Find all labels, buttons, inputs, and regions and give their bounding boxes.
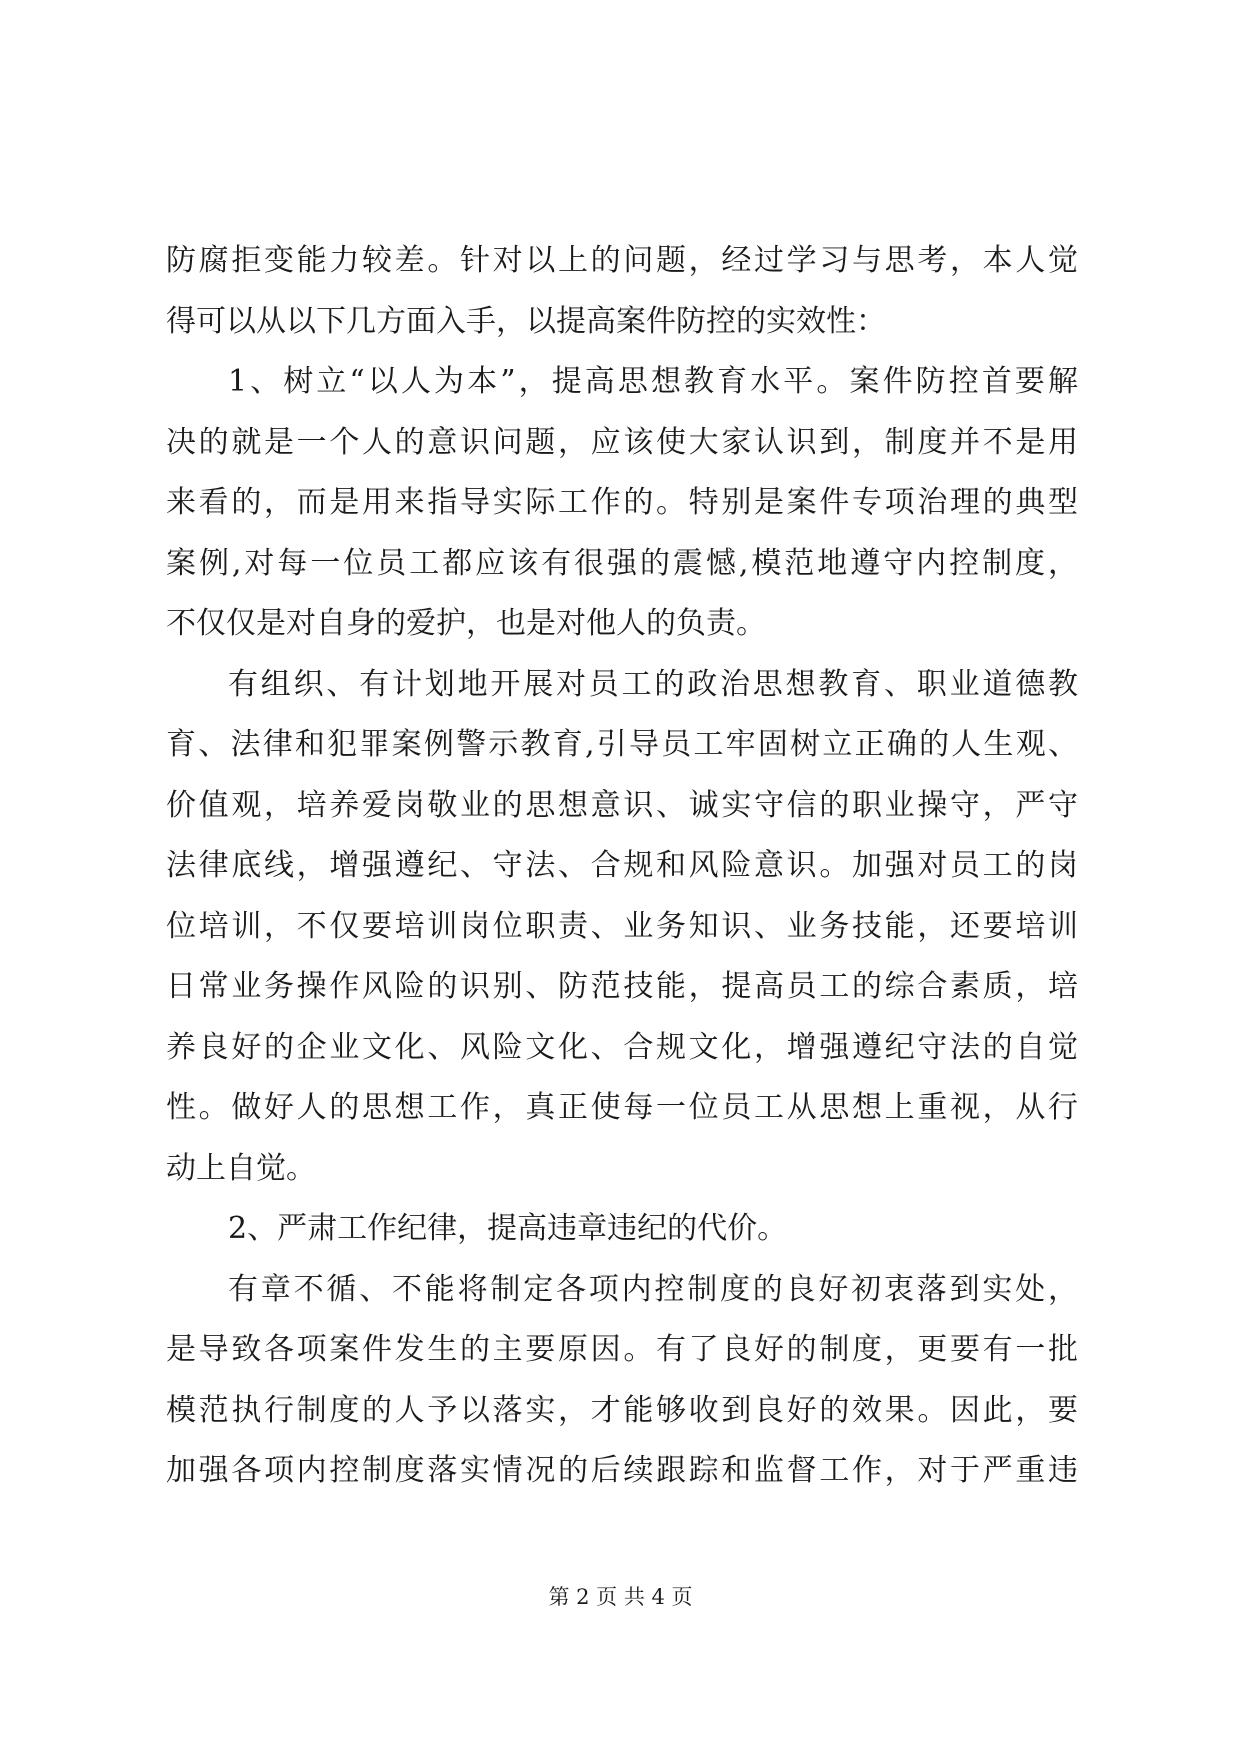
- page-footer: 第 2 页 共 4 页: [548, 1585, 693, 1609]
- text-line: 来看的，而是用来指导实际工作的。特别是案件专项治理的典型: [166, 485, 1078, 520]
- text-line: 有组织、有计划地开展对员工的政治思想教育、职业道德教: [228, 666, 1078, 702]
- text-line: 动上自觉。: [166, 1150, 316, 1186]
- text-line: 有章不循、不能将制定各项内控制度的良好初衷落到实处，: [228, 1271, 1078, 1307]
- text-line: 日常业务操作风险的识别、防范技能，提高员工的综合素质，培: [166, 969, 1078, 1004]
- text-line: 位培训，不仅要培训岗位职责、业务知识、业务技能，还要培训: [166, 908, 1078, 944]
- text-line: 性。做好人的思想工作，真正使每一位员工从思想上重视，从行: [166, 1090, 1078, 1125]
- text-line: 是导致各项案件发生的主要原因。有了良好的制度，更要有一批: [166, 1332, 1078, 1367]
- text-line: 价值观，培养爱岗敬业的思想意识、诚实守信的职业操守，严守: [166, 787, 1078, 823]
- text-line: 育、法律和犯罪案例警示教育,引导员工牢固树立正确的人生观、: [166, 727, 1078, 762]
- text-line: 加强各项内控制度落实情况的后续跟踪和监督工作，对于严重违: [166, 1453, 1078, 1488]
- text-line: 防腐拒变能力较差。针对以上的问题，经过学习与思考，本人觉: [166, 243, 1078, 278]
- text-line: 决的就是一个人的意识问题，应该使大家认识到，制度并不是用: [166, 424, 1078, 460]
- text-line: 不仅仅是对自身的爱护，也是对他人的负责。: [166, 606, 766, 641]
- text-line: 养良好的企业文化、风险文化、合规文化，增强遵纪守法的自觉: [166, 1029, 1078, 1065]
- text-line: 1、树立“以人为本”，提高思想教育水平。案件防控首要解: [228, 364, 1078, 399]
- document-body: [166, 231, 1078, 1502]
- text-line: 2、严肃工作纪律，提高违章违纪的代价。: [228, 1211, 788, 1246]
- text-line: 模范执行制度的人予以落实，才能够收到良好的效果。因此，要: [166, 1392, 1078, 1428]
- text-line: 案例,对每一位员工都应该有很强的震憾,模范地遵守内控制度，: [166, 545, 1078, 581]
- text-line: 法律底线，增强遵纪、守法、合规和风险意识。加强对员工的岗: [166, 848, 1078, 883]
- text-line: 得可以从以下几方面入手，以提高案件防控的实效性：: [166, 303, 886, 339]
